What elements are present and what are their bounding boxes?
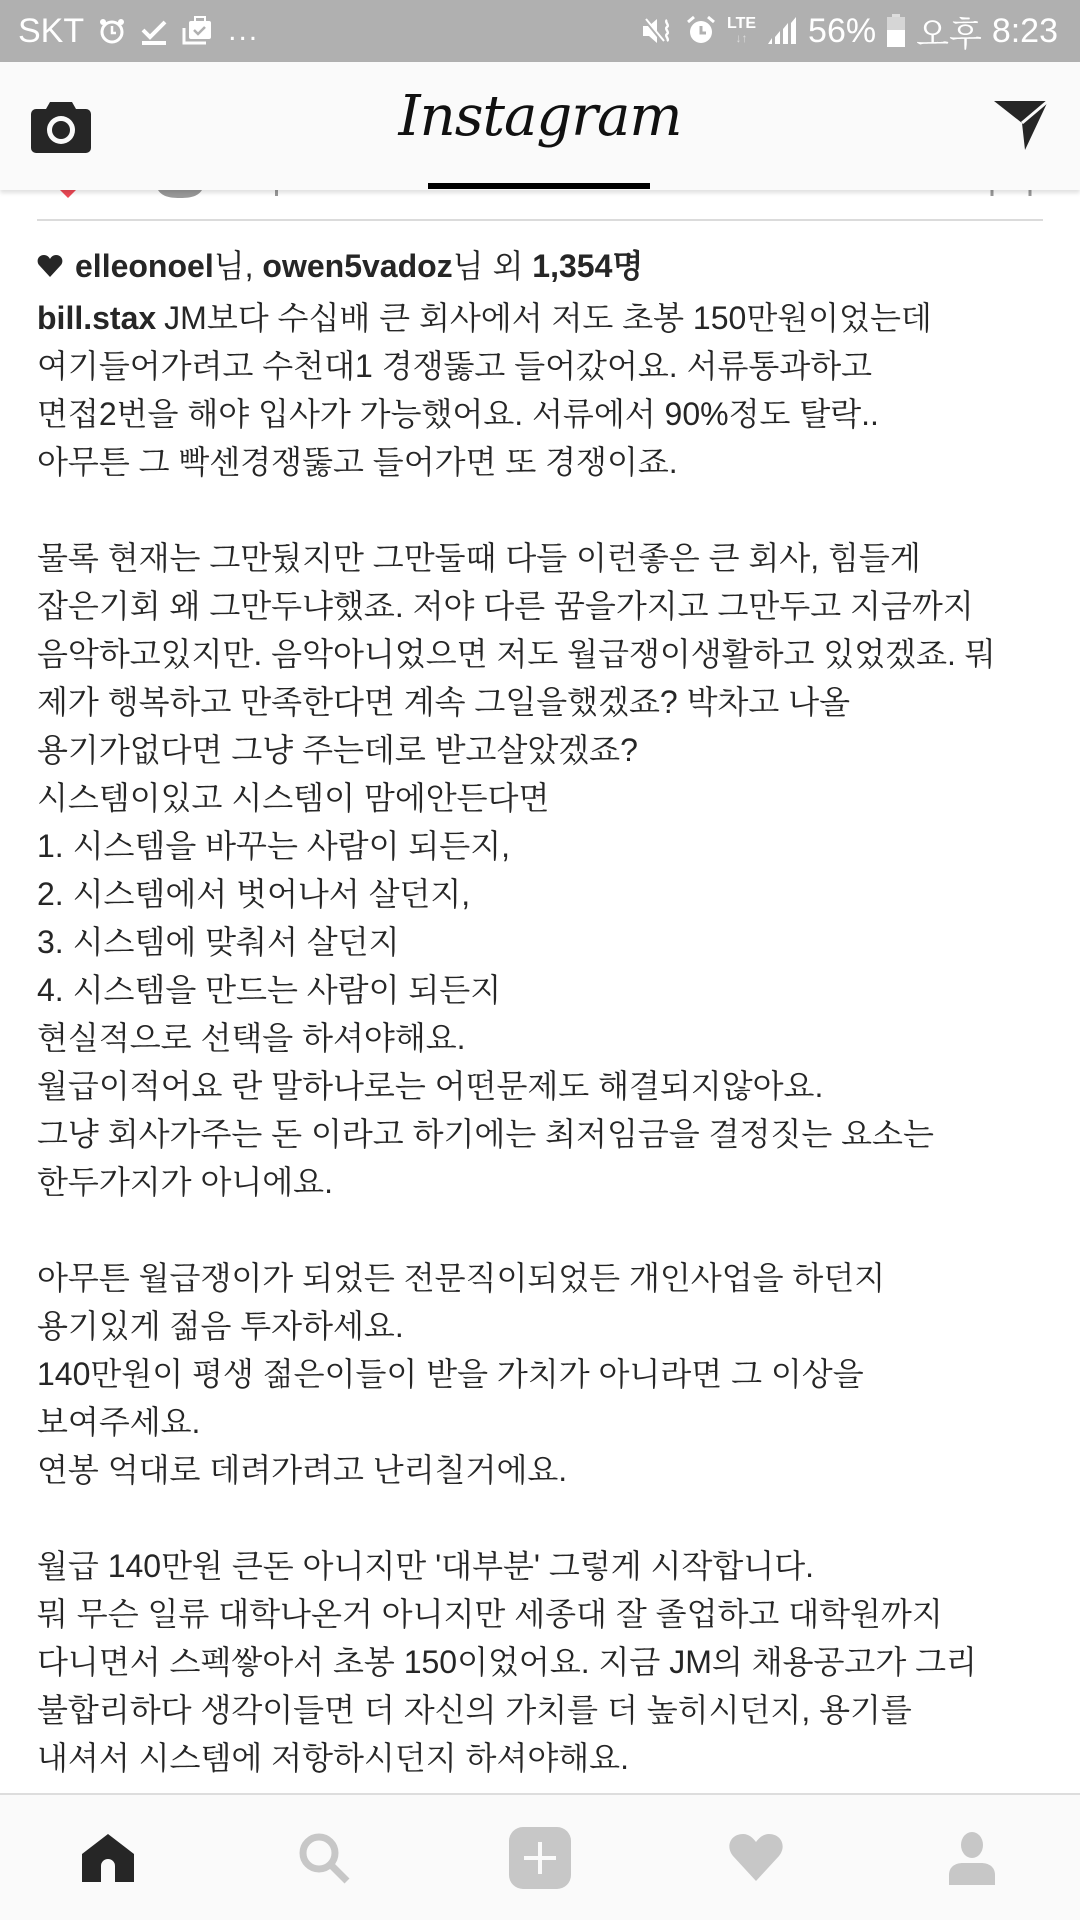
scrolled-action-bar-remnants: [0, 190, 1080, 220]
caption-line: 아무튼 그 빡센경쟁뚫고 들어가면 또 경쟁이죠.: [37, 444, 678, 480]
heart-icon: [728, 1833, 784, 1883]
battery-percent: 56%: [808, 11, 877, 50]
lte-icon: LTE ↓↑: [727, 15, 757, 45]
carrier-label: SKT: [18, 11, 85, 50]
caption-line: 내셔서 시스템에 저항하시던지 하셔야해요.: [37, 1740, 629, 1776]
caption: [37, 294, 1047, 1782]
caption-line: [37, 1494, 1047, 1542]
caption-line: bill.stax JM보다 수십배 큰 회사에서 저도 초봉 150만원이었는데: [37, 300, 932, 336]
nav-search[interactable]: [284, 1818, 364, 1898]
caption-line: 1. 시스템을 바꾸는 사람이 되든지,: [37, 828, 510, 864]
caption-line: 한두가지가 아니에요.: [37, 1164, 333, 1200]
nav-home[interactable]: [68, 1818, 148, 1898]
caption-line: 불합리하다 생각이들면 더 자신의 가치를 더 높히시던지, 용기를: [37, 1692, 912, 1728]
liker-username-1[interactable]: elleonoel: [75, 248, 214, 284]
briefcase-check-icon: [182, 11, 214, 51]
more-notifications-icon: ...: [228, 14, 260, 47]
caption-line: 시스템이있고 시스템이 맘에안든다면: [37, 780, 550, 816]
ampm-label: 오후: [916, 15, 982, 54]
caption-line: 용기있게 젊음 투자하세요.: [37, 1308, 404, 1344]
bottom-nav: [0, 1793, 1080, 1920]
caption-line: 여기들어가려고 수천대1 경쟁뚫고 들어갔어요. 서류통과하고: [37, 348, 873, 384]
direct-message-icon: [992, 98, 1050, 154]
caption-line: 월급 140만원 큰돈 아니지만 '대부분' 그렇게 시작합니다.: [37, 1548, 814, 1584]
vibrate-mute-icon: [641, 11, 675, 51]
post-body: [37, 238, 1047, 1782]
caption-line: 월급이적어요 란 말하나로는 어떤문제도 해결되지않아요.: [37, 1068, 824, 1104]
nav-activity[interactable]: [716, 1818, 796, 1898]
caption-line: 그냥 회사가주는 돈 이라고 하기에는 최저임금을 결정짓는 요소는: [37, 1116, 934, 1152]
caption-line: 물록 현재는 그만뒀지만 그만둘때 다들 이런좋은 큰 회사, 힘들게: [37, 540, 921, 576]
nav-profile[interactable]: [932, 1818, 1012, 1898]
app-header: [0, 62, 1080, 190]
heart-icon: [37, 254, 63, 278]
caption-line: 잡은기회 왜 그만두냐했죠. 저야 다른 꿈을가지고 그만두고 지금까지: [37, 588, 974, 624]
caption-username[interactable]: bill.stax: [37, 300, 157, 336]
caption-line: 음악하고있지만. 음악아니었으면 저도 월급쟁이생활하고 있었겠죠. 뭐: [37, 636, 996, 672]
caption-line: 아무튼 월급쟁이가 되었든 전문직이되었든 개인사업을 하던지: [37, 1260, 886, 1296]
status-bar: [0, 0, 1080, 62]
caption-line: 보여주세요.: [37, 1404, 201, 1440]
caption-line: [37, 1206, 1047, 1254]
alarm-icon: [685, 11, 717, 51]
instagram-logo[interactable]: Instagram: [398, 84, 682, 149]
alarm-clock-icon: [98, 11, 126, 51]
home-icon: [80, 1832, 136, 1884]
caption-line: 면접2번을 해야 입사가 가능했어요. 서류에서 90%정도 탈락..: [37, 396, 879, 432]
search-icon: [297, 1831, 351, 1885]
download-complete-icon: [140, 11, 168, 51]
battery-icon: [886, 11, 906, 51]
nav-add-post[interactable]: [500, 1818, 580, 1898]
caption-line: 4. 시스템을 만드는 사람이 되든지: [37, 972, 502, 1008]
signal-icon: [766, 11, 798, 51]
caption-line: 용기가없다면 그냥 주는데로 받고살았겠죠?: [37, 732, 638, 768]
liker-username-2[interactable]: owen5vadoz: [262, 248, 453, 284]
direct-message-button[interactable]: [992, 98, 1050, 154]
caption-line: 뭐 무슨 일류 대학나온거 아니지만 세종대 잘 졸업하고 대학원까지: [37, 1596, 943, 1632]
clock-time: 8:23: [991, 11, 1058, 50]
caption-line: 제가 행복하고 만족한다면 계속 그일을했겠죠? 박차고 나올: [37, 684, 851, 720]
liker-suffix-1: 님,: [213, 248, 254, 284]
liker-suffix-2: 님 외: [452, 248, 524, 284]
caption-line: 2. 시스템에서 벗어나서 살던지,: [37, 876, 471, 912]
caption-line: 현실적으로 선택을 하셔야해요.: [37, 1020, 466, 1056]
caption-line: 연봉 억대로 데려가려고 난리칠거에요.: [37, 1452, 568, 1488]
caption-line: [37, 486, 1047, 534]
add-post-icon: [508, 1826, 572, 1890]
caption-line: 140만원이 평생 젊은이들이 받을 가치가 아니라면 그 이상을: [37, 1356, 864, 1392]
status-right: [641, 7, 1058, 56]
logo-underline: [428, 183, 650, 189]
post-divider: [37, 219, 1043, 221]
profile-icon: [945, 1831, 999, 1885]
likes-line[interactable]: [37, 238, 1047, 294]
likes-count[interactable]: 1,354명: [532, 248, 644, 284]
caption-line: 3. 시스템에 맞춰서 살던지: [37, 924, 400, 960]
caption-line: 다니면서 스펙쌓아서 초봉 150이었어요. 지금 JM의 채용공고가 그리: [37, 1644, 977, 1680]
status-left: [18, 11, 259, 51]
